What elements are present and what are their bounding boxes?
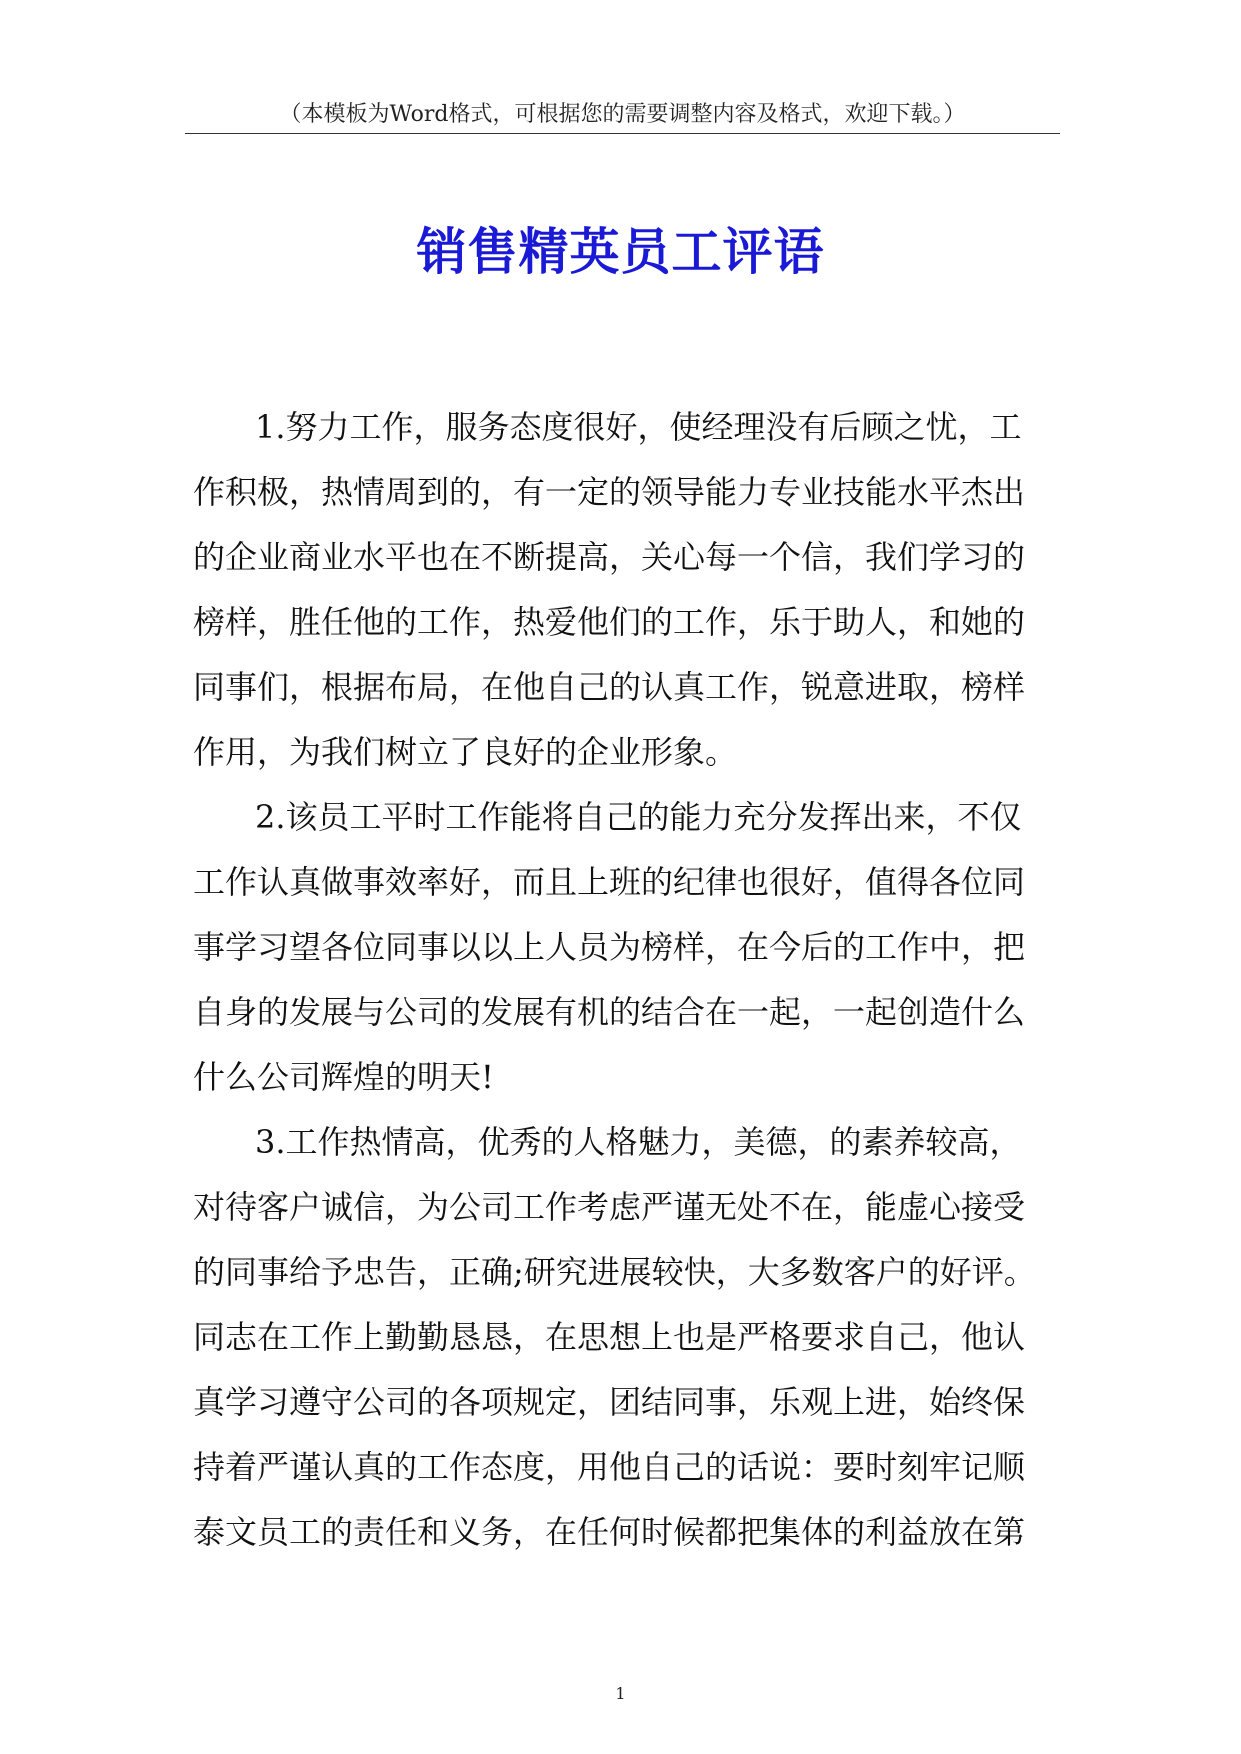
text-line: 3.工作热情高，优秀的人格魅力，美德，的素养较高， (255, 1123, 1022, 1161)
text-line: 对待客户诚信，为公司工作考虑严谨无处不在，能虚心接受 (193, 1188, 1026, 1226)
text-line: 工作认真做事效率好，而且上班的纪律也很好，值得各位同 (193, 863, 1026, 901)
text-line: 榜样，胜任他的工作，热爱他们的工作，乐于助人，和她的 (193, 603, 1026, 641)
text-line: 作积极，热情周到的，有一定的领导能力专业技能水平杰出 (193, 473, 1026, 511)
text-line: 1.努力工作，服务态度很好，使经理没有后顾之忧，工 (255, 408, 1022, 446)
paragraph-2 (193, 785, 1073, 1110)
paragraph-3 (193, 1110, 1073, 1565)
text-line: 真学习遵守公司的各项规定，团结同事，乐观上进，始终保 (193, 1383, 1026, 1421)
header-divider (185, 133, 1060, 134)
text-line: 同志在工作上勤勤恳恳，在思想上也是严格要求自己，他认 (193, 1318, 1026, 1356)
document-title: 销售精英员工评语 (416, 223, 825, 281)
text-line: 同事们，根据布局，在他自己的认真工作，锐意进取，榜样 (193, 668, 1026, 706)
text-line: 什么公司辉煌的明天! (193, 1058, 494, 1096)
text-line: 的同事给予忠告，正确;研究进展较快，大多数客户的好评。 (193, 1253, 1036, 1291)
text-line: 持着严谨认真的工作态度，用他自己的话说：要时刻牢记顺 (193, 1448, 1026, 1486)
page-number: 1 (615, 1684, 626, 1703)
text-line: 事学习望各位同事以以上人员为榜样，在今后的工作中，把 (193, 928, 1026, 966)
text-line: 作用，为我们树立了良好的企业形象。 (193, 733, 738, 771)
template-header-note: （本模板为Word格式，可根据您的需要调整内容及格式，欢迎下载。） (279, 102, 966, 127)
text-line: 的企业商业水平也在不断提高，关心每一个信，我们学习的 (193, 538, 1026, 576)
text-line: 泰文员工的责任和义务，在任何时候都把集体的利益放在第 (193, 1513, 1026, 1551)
text-line: 2.该员工平时工作能将自己的能力充分发挥出来，不仅 (255, 798, 1022, 836)
paragraph-1 (193, 395, 1073, 785)
text-line: 自身的发展与公司的发展有机的结合在一起，一起创造什么 (193, 993, 1026, 1031)
document-body (193, 395, 1073, 1565)
